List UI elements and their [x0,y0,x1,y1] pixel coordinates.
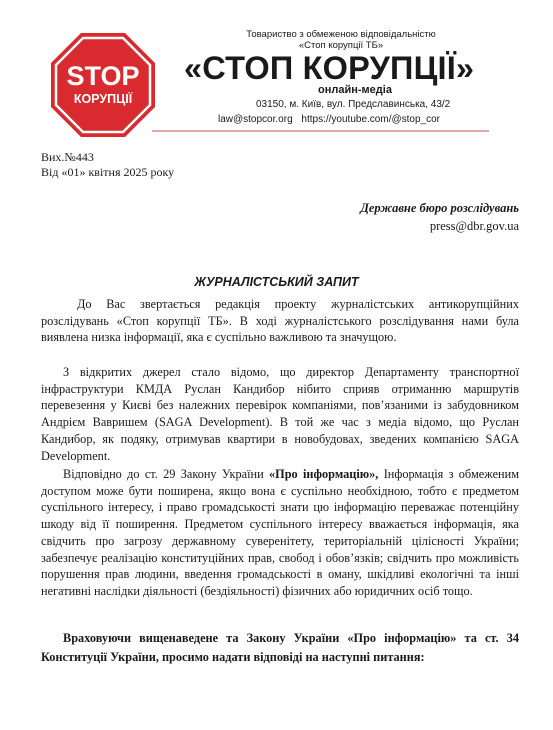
document-title: ЖУРНАЛІСТСЬКИЙ ЗАПИТ [194,275,359,289]
outgoing-reference [41,150,174,180]
outgoing-number: Вих.№443 [41,150,94,164]
company-legal-form [231,29,451,51]
paragraph-intro: До Вас звертається редакція проекту журналістських антикорупційних розслідувань «Стоп корупції ТБ». В ході журналістського розслідування нами була виявлена низка інформації, яка є суспільно важливою та значущою. [41,297,519,345]
company-name: «Стоп корупції ТБ» [298,40,384,51]
logo-text-corruption: КОРУПЦІЇ [73,92,133,106]
company-address: 03150, м. Київ, вул. Предславинська, 43/2 [256,99,451,110]
paragraph-legal-basis-rest: Інформація з обмеженим доступом може бути поширена, якщо вона є суспільно необхідною, тобто є предметом суспільного інтересу, і право громадськості знати цю інформацію переважає потенційну шкоду від її поширення. Предметом суспільного інтересу вважається інформація, яка свідчить про загрозу державному суверенітету, територіальній цілісності України; забезпечує реалізацію конституційних прав, свобод і обов’язків; свідчить про можливість порушення прав людини, введення громадськості в оману, шкідливі екологічні та інші негативні наслідки діяльності (бездіяльності) фізичних або юридичних осіб тощо. [41,467,520,598]
company-type: Товариство з обмеженою відповідальністю [246,29,436,40]
letterhead-divider [152,130,489,132]
recipient-name: Державне бюро розслідувань [360,201,519,215]
paragraph-legal-basis-start: Відповідно до ст. 29 Закону України [63,467,269,481]
logo-text-stop: STOP [66,61,140,91]
company-email-link[interactable]: law@stopcor.org [218,114,293,125]
company-youtube-link[interactable]: https://youtube.com/@stop_cor [301,114,440,125]
recipient-block [360,199,519,235]
law-title: «Про інформацію», [269,467,379,481]
recipient-email-link[interactable]: press@dbr.gov.ua [429,219,519,233]
brand-tagline: онлайн-медіа [318,84,392,96]
paragraph-legal-basis [41,466,519,600]
company-contacts [218,114,446,125]
outgoing-date: Від «01» квітня 2025 року [41,165,175,179]
paragraph-request: Враховуючи вищенаведене та Закону України «Про інформацію» та ст. 34 Конституції України, просимо надати відповіді на наступні питання: [41,631,519,664]
brand-name: «СТОП КОРУПЦІЇ» [184,50,475,86]
stop-sign-logo-icon [49,31,157,139]
paragraph-findings: З відкритих джерел стало відомо, що директор Департаменту транспортної інфраструктури КМДА Руслан Кандибор нібито сприяв отриманню маршрутів перевезення у Києві без належних перевірок компаніями, пов’язаними із забудовником Андрієм Вавришем (SAGA Development). В той же час з медіа відомо, що Руслан Кандибор, як подяку, отримував квартири в новобудовах, зведених компанією SAGA Development. [41,365,519,463]
